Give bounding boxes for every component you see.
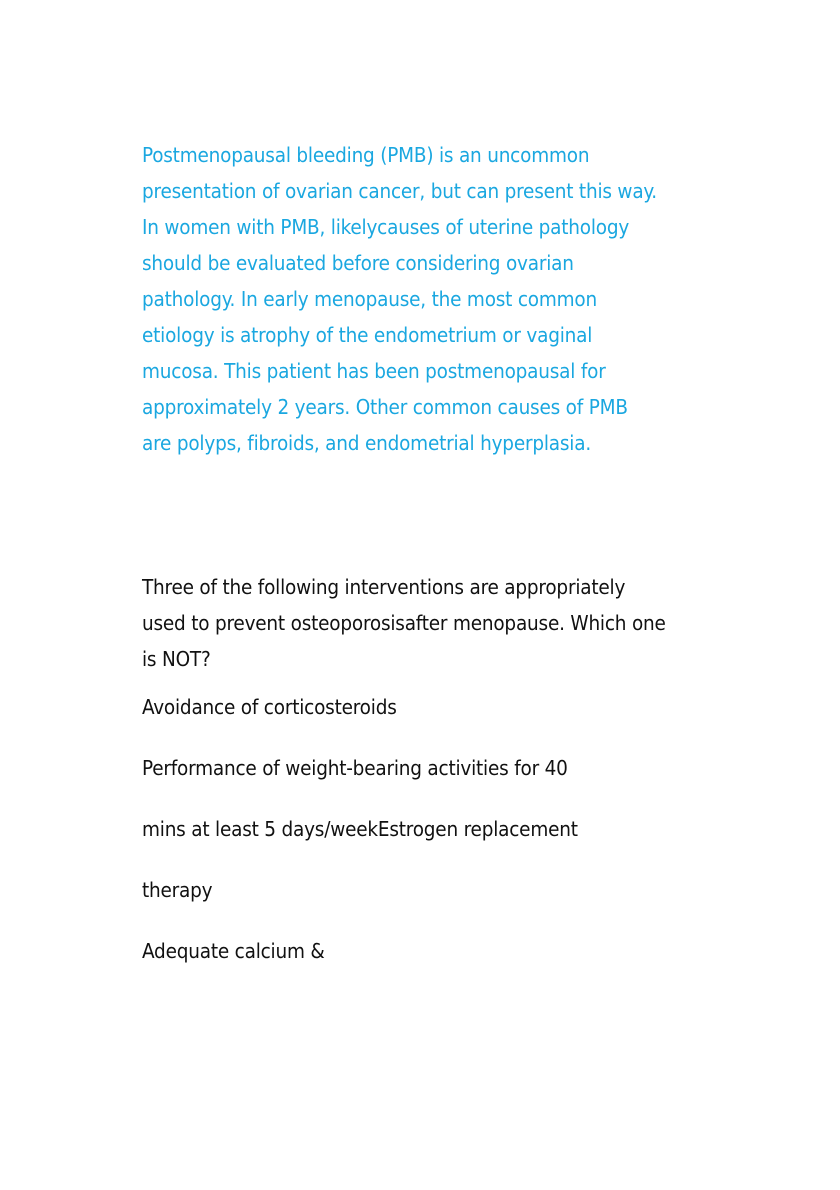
explanation-line: approximately 2 years. Other common causes of PMB	[142, 395, 628, 419]
explanation-line: etiology is atrophy of the endometrium or vaginal	[142, 323, 593, 347]
question-line: used to prevent osteoporosisafter menopause. Which one	[142, 611, 666, 635]
explanation-line: should be evaluated before considering ovarian	[142, 251, 574, 275]
option-line: therapy	[142, 878, 213, 902]
option-line: mins at least 5 days/weekEstrogen replacement	[142, 817, 578, 841]
explanation-line: mucosa. This patient has been postmenopausal for	[142, 359, 606, 383]
question-stem	[142, 572, 666, 680]
option-line: Adequate calcium &	[142, 939, 325, 963]
answer-options	[142, 692, 578, 997]
explanation-line: pathology. In early menopause, the most common	[142, 287, 597, 311]
explanation-paragraph	[142, 140, 657, 464]
option-line: Avoidance of corticosteroids	[142, 695, 397, 719]
explanation-line: In women with PMB, likelycauses of uterine pathology	[142, 215, 630, 239]
question-line: is NOT?	[142, 647, 211, 671]
explanation-line: presentation of ovarian cancer, but can present this way.	[142, 179, 657, 203]
question-line: Three of the following interventions are appropriately	[142, 575, 626, 599]
option-line: Performance of weight-bearing activities for 40	[142, 756, 568, 780]
explanation-line: are polyps, fibroids, and endometrial hyperplasia.	[142, 431, 591, 455]
explanation-line: Postmenopausal bleeding (PMB) is an uncommon	[142, 143, 590, 167]
